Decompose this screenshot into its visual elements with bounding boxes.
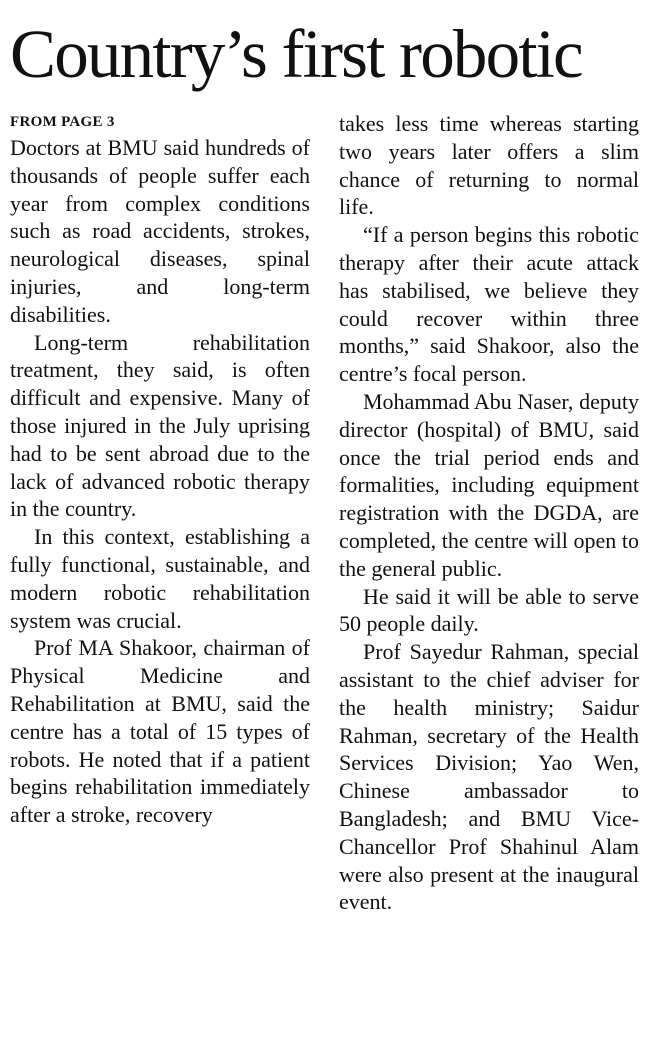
paragraph: takes less time whereas starting two years later offers a slim chance of returning to normal life.	[339, 111, 639, 220]
paragraph: Prof MA Shakoor, chairman of Physical Medicine and Rehabilitation at BMU, said the centre has a total of 15 types of robots. He noted that if a patient begins rehabilitation immediately after a stroke, recovery	[10, 635, 310, 828]
paragraph: Doctors at BMU said hundreds of thousands of people suffer each year from complex conditions such as road accidents, strokes, neurological diseases, spinal injuries, and long-term disabilities.	[10, 135, 310, 327]
paragraph: In this context, establishing a fully functional, sustainable, and modern robotic rehabilitation system was crucial.	[10, 524, 310, 633]
paragraph: Prof Sayedur Rahman, special assistant to the chief adviser for the health ministry; Saidur Rahman, secretary of the Health Services Division; Yao Wen, Chinese ambassador to Bangladesh; and BMU Vice-Chancellor Prof Shahinul Alam were also present at the inaugural event.	[339, 639, 639, 915]
left-column	[10, 110, 310, 829]
right-column	[339, 110, 639, 916]
paragraph: He said it will be able to serve 50 people daily.	[339, 583, 639, 637]
paragraph: Mohammad Abu Naser, deputy director (hospital) of BMU, said once the trial period ends and formalities, including equipment registration with the DGDA, are completed, the centre will open to the general public.	[339, 388, 639, 581]
kicker: FROM PAGE 3	[10, 114, 115, 130]
headline: Country’s first robotic	[10, 16, 582, 92]
paragraph: Long-term rehabilitation treatment, they said, is often difficult and expensive. Many of those injured in the July uprising had to be sent abroad due to the lack of advanced robotic therapy in the country.	[10, 329, 310, 522]
paragraph: “If a person begins this robotic therapy after their acute attack has stabilised, we believe they could recover within three months,” said Shakoor, also the centre’s focal person.	[339, 222, 639, 387]
